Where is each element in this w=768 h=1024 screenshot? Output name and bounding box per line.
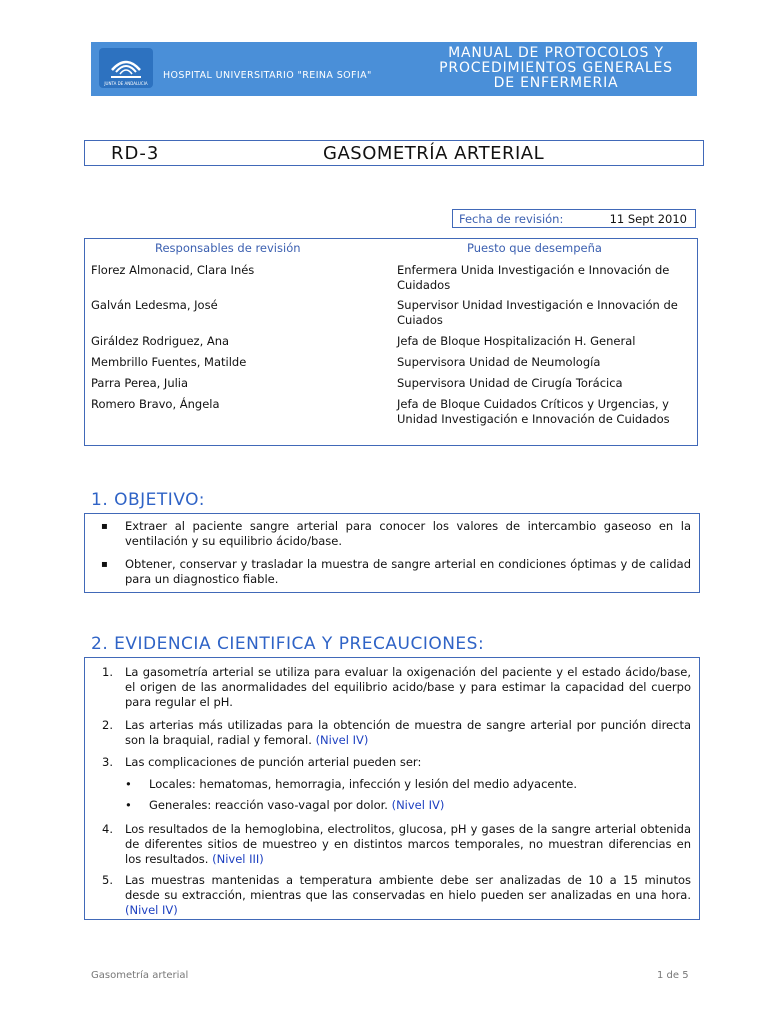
evidencia-subitem — [149, 798, 689, 813]
hospital-name: HOSPITAL UNIVERSITARIO "REINA SOFIA" — [163, 70, 372, 81]
reviewer-role: Jefa de Bloque Cuidados Críticos y Urgencias, y Unidad Investigación e Innovación de Cuidados — [397, 397, 670, 426]
evidence-level: (Nivel IV) — [125, 903, 178, 917]
section-heading-objetivo: 1. OBJETIVO: — [91, 490, 205, 510]
list-number: 1. — [102, 665, 113, 679]
reviewers-table — [84, 238, 698, 446]
reviewer-name: Romero Bravo, Ángela — [91, 397, 220, 411]
reviewer-name: Giráldez Rodriguez, Ana — [91, 334, 230, 348]
revision-label: Fecha de revisión: — [459, 212, 564, 226]
reviewer-name: Florez Almonacid, Clara Inés — [91, 263, 255, 277]
evidencia-subtext: Generales: reacción vaso-vagal por dolor. — [149, 798, 388, 812]
evidencia-item — [125, 873, 691, 918]
evidencia-item — [125, 665, 691, 710]
column-header-position: Puesto que desempeña — [467, 241, 602, 255]
bullet-icon: ▪ — [101, 559, 108, 570]
reviewer-role: Enfermera Unida Investigación e Innovación de Cuidados — [397, 263, 670, 292]
objetivo-item: Extraer al paciente sangre arterial para conocer los valores de intercambio gaseoso en la ventilación y su equilibrio ácido/base. — [125, 519, 691, 548]
list-number: 4. — [102, 822, 113, 836]
evidence-level: (Nivel IV) — [391, 798, 445, 812]
objetivo-box — [84, 513, 700, 593]
list-number: 5. — [102, 873, 113, 887]
reviewer-name: Membrillo Fuentes, Matilde — [91, 355, 247, 369]
evidencia-text: Las arterias más utilizadas para la obtención de muestra de sangre arterial por punción directa son la braquial, radial y femoral. — [125, 718, 691, 747]
page-number: 1 de 5 — [657, 970, 689, 981]
revision-date: 11 Sept 2010 — [609, 212, 687, 226]
header-banner — [91, 42, 697, 96]
column-header-reviewers: Responsables de revisión — [155, 241, 301, 255]
reviewer-role: Supervisora Unidad de Neumología — [397, 355, 601, 369]
evidencia-item — [125, 718, 691, 748]
bullet-icon: ▪ — [101, 521, 108, 532]
evidencia-text: Los resultados de la hemoglobina, electrolitos, glucosa, pH y gases de la sangre arterial obtenida de diferentes sitios de muestreo y en distintos marcos temporales, no muestran diferencias en los resultados. — [125, 822, 691, 866]
manual-title-line: DE ENFERMERIA — [493, 75, 619, 91]
footer-title: Gasometría arterial — [91, 970, 189, 981]
list-number: 3. — [102, 755, 113, 769]
reviewer-role: Supervisor Unidad Investigación e Innovación de Cuiados — [397, 298, 678, 327]
section-heading-evidencia: 2. EVIDENCIA CIENTIFICA Y PRECAUCIONES: — [91, 634, 485, 654]
evidencia-text: La gasometría arterial se utiliza para evaluar la oxigenación del paciente y el estado ácido/base, el origen de las anormalidades del equilibrio acido/base y para estimar la capacidad del cuerpo para regular el pH. — [125, 665, 691, 709]
evidencia-item — [125, 755, 691, 770]
evidencia-subtext: Locales: hematomas, hemorragia, infección y lesión del medio adyacente. — [149, 777, 578, 791]
bullet-dot-icon: • — [125, 798, 132, 812]
junta-andalucia-logo-icon — [99, 48, 153, 88]
evidence-level: (Nivel IV) — [315, 733, 369, 747]
reviewer-name: Galván Ledesma, José — [91, 298, 218, 312]
logo-caption: JUNTA DE ANDALUCIA — [104, 81, 148, 86]
bullet-dot-icon: • — [125, 777, 132, 791]
manual-title — [421, 46, 691, 96]
reviewer-role: Jefa de Bloque Hospitalización H. General — [397, 334, 636, 348]
reviewer-role: Supervisora Unidad de Cirugía Torácica — [397, 376, 623, 390]
evidencia-box — [84, 657, 700, 920]
reviewer-name: Parra Perea, Julia — [91, 376, 189, 390]
protocol-code: RD-3 — [111, 143, 160, 164]
objetivo-item: Obtener, conservar y trasladar la muestra de sangre arterial en condiciones óptimas y de calidad para un diagnostico fiable. — [125, 557, 691, 586]
evidencia-text: Las complicaciones de punción arterial pueden ser: — [125, 755, 422, 769]
document-title-box — [84, 140, 704, 166]
manual-title-line: MANUAL DE PROTOCOLOS Y — [448, 46, 664, 61]
protocol-name: GASOMETRÍA ARTERIAL — [323, 143, 545, 164]
revision-date-box — [452, 209, 696, 228]
evidencia-item — [125, 822, 691, 867]
manual-title-line: PROCEDIMIENTOS GENERALES — [439, 60, 673, 76]
list-number: 2. — [102, 718, 113, 732]
evidencia-subitem — [149, 777, 689, 792]
evidencia-text: Las muestras mantenidas a temperatura ambiente debe ser analizadas de 10 a 15 minutos desde su extracción, mientras que las conservadas en hielo pueden ser analizadas en una hora. — [125, 873, 691, 902]
evidence-level: (Nivel III) — [212, 852, 264, 866]
